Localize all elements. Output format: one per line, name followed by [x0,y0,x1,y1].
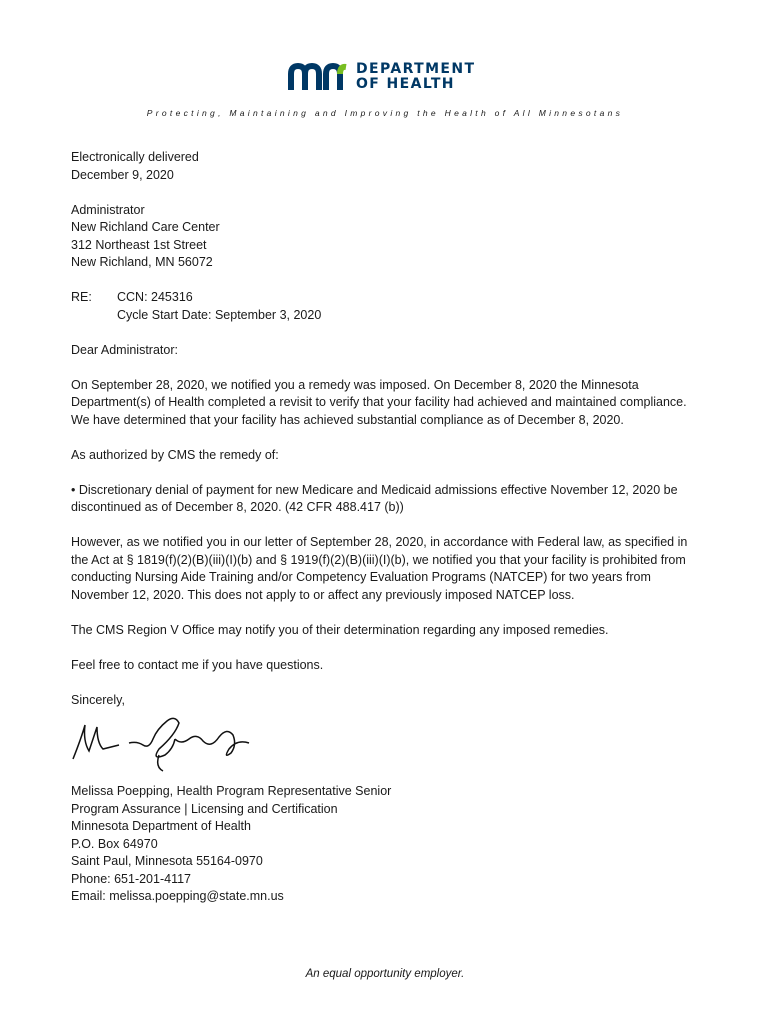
recipient-address [71,202,701,272]
closing: Sincerely, [71,692,125,707]
signature-line: Program Assurance | Licensing and Certification [71,801,338,816]
logo-text [356,62,475,92]
signature-line: P.O. Box 64970 [71,836,158,851]
remedy-bullet: • Discretionary denial of payment for new Medicare and Medicaid admissions effective November 12, 2020 be discontinued as of December 8, 2020. (42 CFR 488.417 (b)) [71,482,678,514]
mdh-logo [288,62,475,92]
handwritten-signature [71,709,701,775]
recipient-line: New Richland, MN 56072 [71,255,213,269]
logo-line2: OF HEALTH [356,76,455,92]
mn-logo-icon [288,62,350,92]
signature-line: Phone: 651-201-4117 [71,871,192,886]
salutation: Dear Administrator: [71,342,178,357]
recipient-line: Administrator [71,202,145,217]
footer-text: An equal opportunity employer. [305,968,465,980]
logo-line1: DEPARTMENT [356,61,476,77]
email-line: Email: melissa.poepping@state.mn.us [71,889,284,903]
re-content [117,289,321,324]
signature-line: Minnesota Department of Health [71,819,251,833]
delivery-method: Electronically delivered [71,150,199,164]
paragraph: The CMS Region V Office may notify you of their determination regarding any imposed remedies. [71,622,609,637]
recipient-line: New Richland Care Center [71,220,220,234]
signature-block [71,783,701,906]
re-label: RE: [71,290,92,304]
letter-body [71,149,701,906]
tagline: Protecting, Maintaining and Improving the Health of All Minnesotans [146,108,624,118]
signature-icon [71,709,271,775]
paragraph: Feel free to contact me if you have questions. [71,657,324,672]
recipient-line: 312 Northeast 1st Street [71,237,207,252]
paragraph: As authorized by CMS the remedy of: [71,447,279,462]
re-line: Cycle Start Date: September 3, 2020 [117,307,322,322]
paragraph: However, as we notified you in our letter of September 28, 2020, in accordance with Federal law, as specified in the Act at § 1819(f)(2)(B)(iii)(I)(b) and § 1919(f)(2)(B)(iii)(I)(b), we notified you that your facility is prohibited from conducting Nursing Aide Training and/or Competency Evaluation Programs (NATCEP) for two years from November 12, 2020. This does not apply to or affect any previously imposed NATCEP loss. [71,535,688,602]
re-line: CCN: 245316 [117,290,193,304]
re-block [71,289,701,324]
letter-date: December 9, 2020 [71,167,174,182]
paragraph: On September 28, 2020, we notified you a remedy was imposed. On December 8, 2020 the Minnesota Department(s) of Health completed a revisit to verify that your facility had achieved and maintained compliance. We have determined that your facility has achieved substantial compliance as of December 8, 2020. [71,377,687,427]
signature-line: Saint Paul, Minnesota 55164-0970 [71,854,263,868]
signature-line: Melissa Poepping, Health Program Representative Senior [71,784,392,798]
